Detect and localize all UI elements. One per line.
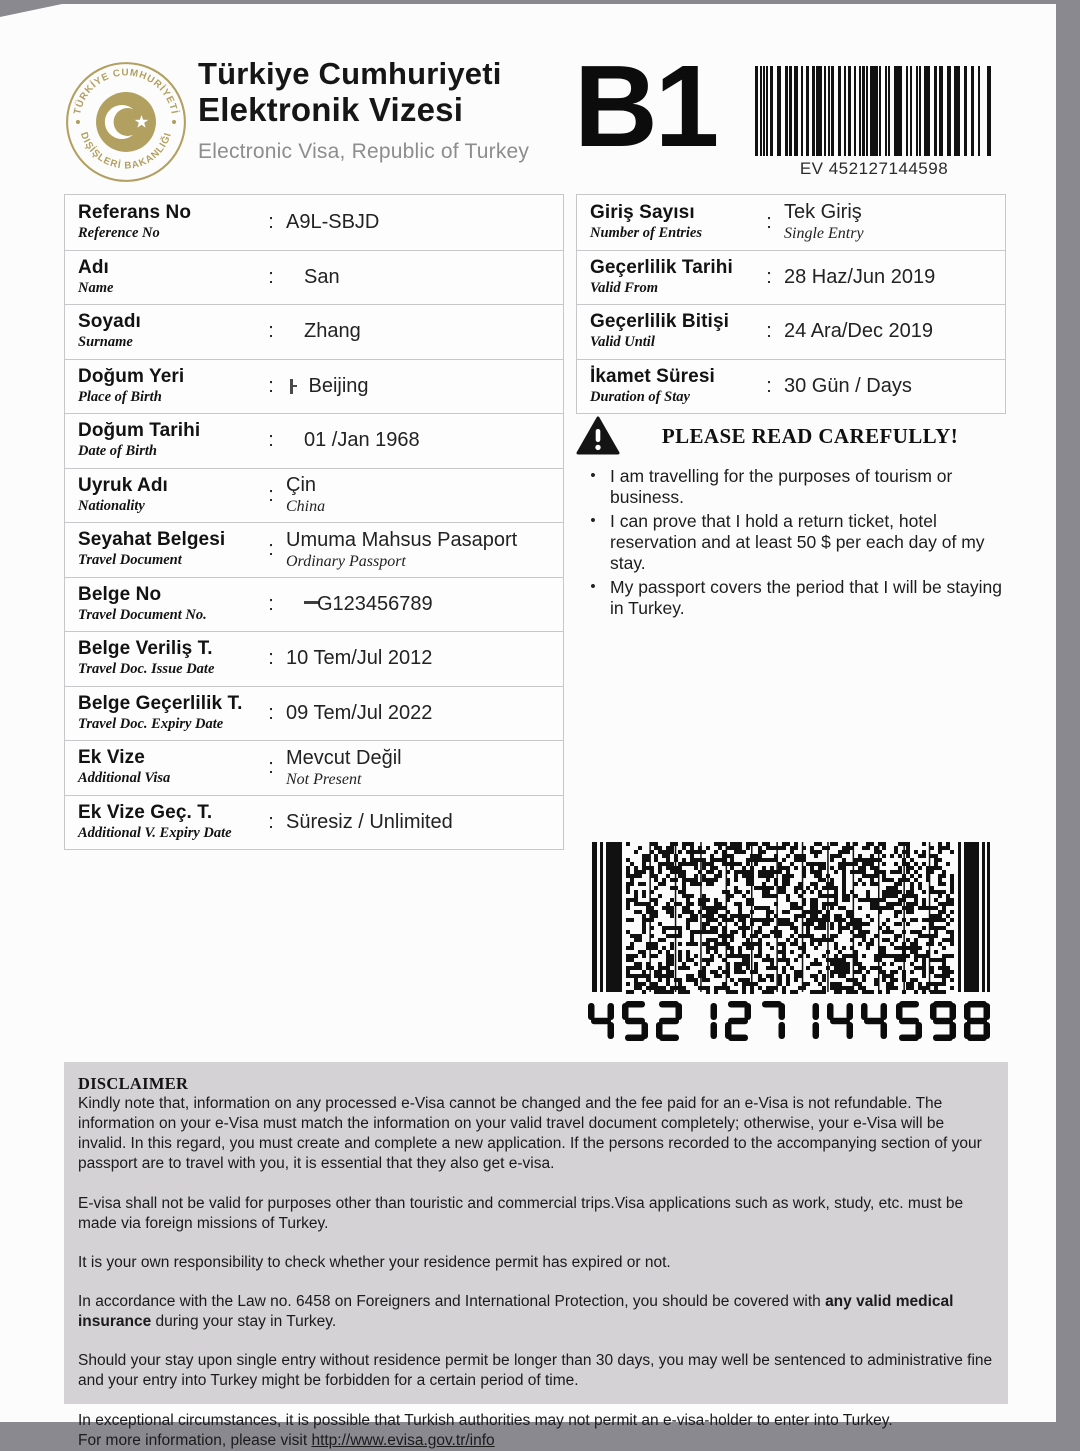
- label-tr: Ek Vize: [78, 747, 145, 769]
- field-value: A9L-SBJD: [286, 210, 380, 233]
- label-tr: Doğum Tarihi: [78, 420, 201, 442]
- barcode-digit: [759, 999, 785, 1043]
- redaction-artifact: [290, 379, 293, 394]
- field-row-doc-expiry-date: [65, 686, 563, 741]
- field-row-duration-of-stay: [577, 359, 1005, 414]
- label-tr: Giriş Sayısı: [590, 201, 695, 223]
- disclaimer-paragraph: Kindly note that, information on any processed e-Visa cannot be changed and the fee paid for an e-Visa is not refundable. The information on your e-Visa must match the information on your valid travel document completely; otherwise, your e-Visa will be invalid. In this regard, you must create and complete a new application. If the persons recorded to the accompanying section of your passport are to travel with you, it is essential that they also get e-visa.: [78, 1095, 982, 1173]
- disclaimer-paragraph: In accordance with the Law no. 6458 on Foreigners and International Protection, you should be covered with any valid medical insurance during your stay in Turkey.: [78, 1292, 954, 1331]
- visa-validity-table: [576, 194, 1006, 414]
- field-row-number-of-entries: [577, 195, 1005, 250]
- colon-separator: :: [268, 701, 274, 724]
- barcode-digit: [827, 999, 853, 1043]
- colon-separator: :: [268, 320, 274, 343]
- document-title-block: [198, 56, 568, 164]
- barcode-1d-icon: [755, 66, 993, 158]
- label-en: Place of Birth: [78, 388, 162, 405]
- warning-title: PLEASE READ CAREFULLY!: [661, 423, 959, 448]
- field-row-doc-issue-date: [65, 631, 563, 686]
- field-value-english: China: [286, 498, 326, 516]
- colon-separator: :: [766, 320, 772, 343]
- colon-separator: :: [268, 538, 274, 561]
- barcode-digit: [930, 999, 956, 1043]
- photo-corner-artifact: [0, 4, 62, 17]
- warning-triangle-icon: [576, 416, 620, 456]
- label-en: Name: [78, 279, 114, 296]
- visa-type-code: B1: [574, 41, 717, 171]
- disclaimer-title: DISCLAIMER: [78, 1074, 189, 1093]
- label-tr: Ek Vize Geç. T.: [78, 801, 213, 823]
- warning-bullet: • My passport covers the period that I will be staying in Turkey.: [590, 577, 1002, 618]
- field-value: Çin: [286, 474, 317, 497]
- field-row-additional-visa-expiry: [65, 795, 563, 850]
- barcode-digit: [656, 999, 682, 1043]
- colon-separator: :: [268, 265, 274, 288]
- disclaimer-paragraph: E-visa shall not be valid for purposes other than touristic and commercial trips.Visa applications such as work, study, etc. must be made via foreign missions of Turkey.: [78, 1194, 964, 1232]
- field-value: 10 Tem/Jul 2012: [286, 647, 433, 670]
- disclaimer-paragraph: In exceptional circumstances, it is possible that Turkish authorities may not permit an e-visa-holder to enter into Turkey.: [78, 1411, 893, 1429]
- barcode-number-digits: [588, 999, 990, 1043]
- colon-separator: :: [268, 429, 274, 452]
- label-tr: İkamet Süresi: [590, 365, 715, 387]
- label-tr: Adı: [78, 256, 109, 278]
- pdf417-barcode: [592, 842, 990, 997]
- field-value: Beijing: [308, 374, 369, 397]
- field-value: Süresiz / Unlimited: [286, 810, 453, 833]
- barcode-digit: [691, 999, 717, 1043]
- reference-barcode-label: EV 452127144598: [799, 159, 949, 178]
- field-value-english: Ordinary Passport: [286, 552, 406, 570]
- colon-separator: :: [766, 210, 772, 233]
- colon-separator: :: [766, 265, 772, 288]
- field-row-surname: [65, 304, 563, 359]
- colon-separator: :: [268, 810, 274, 833]
- barcode-2d-icon: [592, 842, 990, 992]
- svg-text:TÜRKİYE CUMHURİYETİ: TÜRKİYE CUMHURİYETİ: [72, 67, 180, 116]
- barcode-digit: [622, 999, 648, 1043]
- field-row-travel-document: [65, 522, 563, 577]
- label-tr: Doğum Yeri: [78, 365, 185, 387]
- svg-text:DIŞİŞLERİ BAKANLIĞI: DIŞİŞLERİ BAKANLIĞI: [77, 130, 175, 172]
- label-en: Travel Doc. Issue Date: [78, 661, 215, 678]
- field-row-additional-visa: [65, 740, 563, 795]
- field-value: Zhang: [304, 320, 361, 343]
- colon-separator: :: [268, 592, 274, 615]
- disclaimer-paragraph: It is your own responsibility to check whether your residence permit has expired or not.: [78, 1253, 671, 1271]
- evisa-info-link[interactable]: http://www.evisa.gov.tr/info: [311, 1431, 495, 1449]
- label-en: Valid Until: [590, 334, 655, 351]
- field-row-travel-document-no: [65, 577, 563, 632]
- disclaimer-paragraph: For more information, please visit http://www.evisa.gov.tr/info: [78, 1431, 495, 1449]
- label-tr: Geçerlilik Tarihi: [590, 256, 733, 278]
- label-en: Travel Document No.: [78, 606, 207, 623]
- label-en: Nationality: [78, 497, 145, 514]
- field-value: G123456789: [317, 592, 433, 615]
- barcode-digit: [725, 999, 751, 1043]
- field-value: 30 Gün / Days: [784, 374, 912, 397]
- label-en: Valid From: [590, 279, 659, 296]
- reference-barcode: [755, 66, 993, 179]
- field-value: Umuma Mahsus Pasaport: [286, 528, 518, 551]
- field-row-place-of-birth: [65, 359, 563, 414]
- colon-separator: :: [268, 374, 274, 397]
- label-en: Travel Doc. Expiry Date: [78, 715, 224, 732]
- barcode-digit: [861, 999, 887, 1043]
- warning-bullet-list: [576, 466, 1010, 619]
- field-row-nationality: [65, 468, 563, 523]
- field-row-name: [65, 250, 563, 305]
- ministry-of-foreign-affairs-seal-icon: [64, 60, 188, 184]
- title-turkish-line2: Elektronik Vizesi: [198, 91, 464, 129]
- label-tr: Referans No: [78, 201, 192, 223]
- title-english-subtitle: Electronic Visa, Republic of Turkey: [198, 140, 530, 164]
- disclaimer-paragraph: Should your stay upon single entry without residence permit be longer than 30 days, you may well be sentenced to administrative fine and your entry into Turkey might be forbidden for a certain period of time.: [78, 1352, 993, 1390]
- label-en: Travel Document: [78, 552, 182, 569]
- label-en: Number of Entries: [590, 224, 702, 241]
- barcode-digit: [896, 999, 922, 1043]
- field-value: Mevcut Değil: [286, 746, 402, 769]
- label-tr: Belge Geçerlilik T.: [78, 692, 243, 714]
- label-tr: Belge Veriliş T.: [78, 638, 213, 660]
- field-value: 09 Tem/Jul 2022: [286, 701, 433, 724]
- field-value-english: Not Present: [286, 770, 362, 788]
- visa-document-page: [0, 4, 1056, 1449]
- label-tr: Soyadı: [78, 311, 141, 333]
- field-row-valid-from: [577, 250, 1005, 305]
- label-en: Additional Visa: [78, 770, 171, 787]
- personal-details-table: [64, 194, 564, 850]
- warning-bullet: • I am travelling for the purposes of tourism or business.: [590, 466, 953, 507]
- label-tr: Uyruk Adı: [78, 474, 168, 496]
- colon-separator: :: [268, 210, 274, 233]
- field-row-reference-no: [65, 195, 563, 250]
- label-en: Additional V. Expiry Date: [78, 824, 232, 841]
- label-en: Reference No: [78, 224, 160, 241]
- field-value: Tek Giriş: [784, 201, 862, 224]
- disclaimer-section: [64, 1062, 1008, 1449]
- label-en: Duration of Stay: [590, 388, 690, 405]
- label-en: Surname: [78, 334, 133, 351]
- title-turkish-line1: Türkiye Cumhuriyeti: [198, 56, 502, 91]
- barcode-digit: [793, 999, 819, 1043]
- field-value: 01 /Jan 1968: [304, 429, 420, 452]
- label-tr: Geçerlilik Bitişi: [590, 311, 729, 333]
- field-row-valid-until: [577, 304, 1005, 359]
- colon-separator: :: [268, 647, 274, 670]
- barcode-digit: [588, 999, 614, 1043]
- field-value: San: [304, 265, 340, 288]
- label-en: Date of Birth: [78, 443, 157, 460]
- barcode-digit: [964, 999, 990, 1043]
- colon-separator: :: [766, 374, 772, 397]
- label-tr: Belge No: [78, 583, 162, 605]
- field-row-date-of-birth: [65, 413, 563, 468]
- warning-section: [576, 416, 1010, 622]
- label-tr: Seyahat Belgesi: [78, 529, 226, 551]
- colon-separator: :: [268, 756, 274, 779]
- field-value-english: Single Entry: [784, 225, 864, 243]
- warning-bullet: • I can prove that I hold a return ticket, hotel reservation and at least 50 $ per each day of my stay.: [590, 511, 985, 573]
- field-value: 28 Haz/Jun 2019: [784, 265, 936, 288]
- colon-separator: :: [268, 483, 274, 506]
- field-value: 24 Ara/Dec 2019: [784, 320, 933, 343]
- disclaimer-bold-phrase: any valid medical insurance: [78, 1292, 954, 1331]
